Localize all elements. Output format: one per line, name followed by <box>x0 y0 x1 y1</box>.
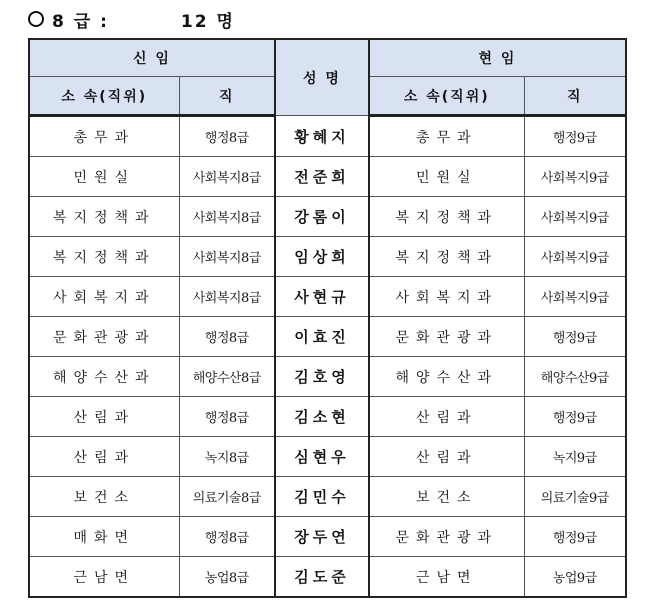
new-post-header: 신 임 <box>29 39 275 77</box>
new-rank-cell: 사회복지8급 <box>179 197 275 237</box>
current-dept-cell: 보건소 <box>369 477 524 517</box>
table-row <box>29 557 626 598</box>
name-cell: 김호영 <box>275 357 369 397</box>
current-dept-cell: 복지정책과 <box>369 237 524 277</box>
current-rank-cell: 의료기술9급 <box>524 477 626 517</box>
current-dept-cell: 산림과 <box>369 437 524 477</box>
table-body <box>29 116 626 598</box>
table-row <box>29 237 626 277</box>
current-dept-cell: 산림과 <box>369 397 524 437</box>
new-dept-cell: 사회복지과 <box>29 277 179 317</box>
new-rank-cell: 사회복지8급 <box>179 277 275 317</box>
table-header <box>29 39 626 116</box>
table-row <box>29 357 626 397</box>
new-rank-cell: 농업8급 <box>179 557 275 598</box>
grade-label: 8 급 : <box>52 11 109 32</box>
current-dept-cell: 복지정책과 <box>369 197 524 237</box>
current-rank-cell: 사회복지9급 <box>524 277 626 317</box>
name-cell: 강롬이 <box>275 197 369 237</box>
table-row <box>29 477 626 517</box>
name-cell: 김소현 <box>275 397 369 437</box>
table-row <box>29 277 626 317</box>
new-rank-cell: 행정8급 <box>179 116 275 157</box>
new-dept-cell: 근남면 <box>29 557 179 598</box>
current-rank-cell: 사회복지9급 <box>524 197 626 237</box>
current-dept-cell: 문화관광과 <box>369 317 524 357</box>
name-cell: 심현우 <box>275 437 369 477</box>
table-row <box>29 317 626 357</box>
new-rank-cell: 해양수산8급 <box>179 357 275 397</box>
new-dept-cell: 해양수산과 <box>29 357 179 397</box>
current-dept-cell: 문화관광과 <box>369 517 524 557</box>
name-cell: 이효진 <box>275 317 369 357</box>
current-rank-cell: 사회복지9급 <box>524 237 626 277</box>
new-rank-cell: 사회복지8급 <box>179 157 275 197</box>
current-rank-cell: 행정9급 <box>524 317 626 357</box>
current-rank-cell: 농업9급 <box>524 557 626 598</box>
current-dept-cell: 총무과 <box>369 116 524 157</box>
table-row <box>29 197 626 237</box>
current-rank-cell: 행정9급 <box>524 116 626 157</box>
new-dept-cell: 문화관광과 <box>29 317 179 357</box>
personnel-table <box>28 38 627 598</box>
new-dept-cell: 복지정책과 <box>29 237 179 277</box>
name-cell: 임상희 <box>275 237 369 277</box>
new-dept-cell: 산림과 <box>29 397 179 437</box>
new-rank-cell: 의료기술8급 <box>179 477 275 517</box>
table-row <box>29 517 626 557</box>
new-dept-cell: 총무과 <box>29 116 179 157</box>
name-cell: 전준희 <box>275 157 369 197</box>
new-dept-cell: 산림과 <box>29 437 179 477</box>
name-cell: 김도준 <box>275 557 369 598</box>
current-rank-cell: 사회복지9급 <box>524 157 626 197</box>
table-row <box>29 397 626 437</box>
new-rank-cell: 행정8급 <box>179 397 275 437</box>
table-row <box>29 116 626 157</box>
new-dept-cell: 복지정책과 <box>29 197 179 237</box>
current-dept-cell: 근남면 <box>369 557 524 598</box>
current-dept-cell: 사회복지과 <box>369 277 524 317</box>
name-cell: 사현규 <box>275 277 369 317</box>
new-dept-cell: 민원실 <box>29 157 179 197</box>
current-rank-cell: 녹지9급 <box>524 437 626 477</box>
current-dept-cell: 민원실 <box>369 157 524 197</box>
table-row <box>29 157 626 197</box>
new-dept-cell: 매화면 <box>29 517 179 557</box>
new-dept-header: 소 속(직위) <box>29 77 179 116</box>
new-rank-cell: 사회복지8급 <box>179 237 275 277</box>
current-post-header: 현 임 <box>369 39 626 77</box>
name-cell: 장두연 <box>275 517 369 557</box>
new-rank-cell: 녹지8급 <box>179 437 275 477</box>
new-rank-cell: 행정8급 <box>179 317 275 357</box>
headcount-label: 12 명 <box>180 11 235 32</box>
current-rank-cell: 해양수산9급 <box>524 357 626 397</box>
section-heading <box>28 6 235 32</box>
current-rank-header: 직 <box>524 77 626 116</box>
new-rank-header: 직 <box>179 77 275 116</box>
current-rank-cell: 행정9급 <box>524 517 626 557</box>
circle-bullet-icon <box>28 11 44 27</box>
current-dept-cell: 해양수산과 <box>369 357 524 397</box>
current-rank-cell: 행정9급 <box>524 397 626 437</box>
new-dept-cell: 보건소 <box>29 477 179 517</box>
name-cell: 김민수 <box>275 477 369 517</box>
name-cell: 황혜지 <box>275 116 369 157</box>
table-row <box>29 437 626 477</box>
current-dept-header: 소 속(직위) <box>369 77 524 116</box>
new-rank-cell: 행정8급 <box>179 517 275 557</box>
name-header: 성 명 <box>275 39 369 116</box>
